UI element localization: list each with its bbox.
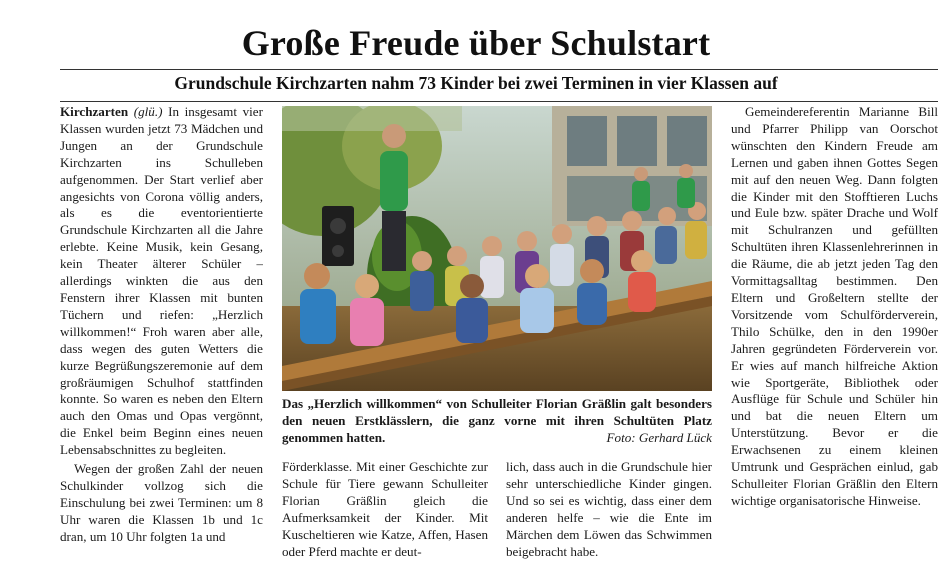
school-yard-photo <box>282 106 712 391</box>
paragraph: Förderklasse. Mit einer Geschichte zur Schule für Tiere gewann Schulleiter Florian Gräßlin gleich die Aufmerksamkeit der Kinder. Mit Kuscheltieren wie Katze, Affen, Hasen oder Pferd machte er deut- <box>282 459 488 559</box>
paragraph: lich, dass auch in die Grundschule hier sehr unterschiedliche Kinder gingen. Und so sei es wichtig, dass einer dem anderen helfe – wie die Ente im Märchen dem Löwen das Schwimmen beigebracht habe. <box>506 459 712 559</box>
paragraph-text: In insgesamt vier Klassen wurden jetzt 73 Mädchen und Jungen an der Grundschule Kirchzarten ins Schulleben aufgenommen. Der Start verlief aber angesichts von Corona völlig anders, als es die eventorientierte Grundschule Kirchzarten all die Jahre erlebte. Keine Musik, kein Gesang, kein Theater älterer Schüler – allerdings winkten die aus den Fenstern ihrer Klassen mit bunten Tüchern und riefen: „Herzlich willkommen!“ Froh waren aber alle, dass wegen des guten Wetters die kurze Begrüßungszeremonie auf dem großräumigen Schulhof stattfinden konnte. So waren es neben den Eltern auch den Omas und Opas vergönnt, die Enkel beim Beginn eines neuen Lebensabschnittes zu begleiten. <box>60 104 263 458</box>
article-column-1 <box>60 104 263 586</box>
article-photo <box>282 106 712 391</box>
paragraph: Gemeindereferentin Marianne Bill und Pfarrer Philipp van Oorschot wünschten den Kindern Freude am Lernen und gaben ihnen Gottes Segen mit auf den neuen Weg. Dann folgten die Kinder mit den Stofftieren Luchs und Eule bzw. später Drache und Wolf mit Schulranzen und gefüllten Schultüten ihren Klassenlehrerinnen in die Räume, die ab jetzt jeden Tag den Vormittagsalltag bestimmen. Den Eltern und Großeltern stellte der Vorsitzende vom Schulförderverein, Thilo Schülke, den in den 1990er Jahren gegründeten Förderverein vor. Er wies auf manch hilfreiche Aktion wie Sportgeräte, Bibliothek oder Ausflüge für Schule und Schüler hin und bat die neuen Eltern um Unterstützung. Bevor er die Erwachsenen zu einem kleinen Umtrunk und Gesprächen einlud, gab Schulleiter Florian Gräßlin den Eltern wichtige organisatorische Hinweise. <box>731 104 938 508</box>
author-tag: (glü.) <box>133 104 163 119</box>
photo-credit: Foto: Gerhard Lück <box>606 430 712 445</box>
paragraph-lead <box>60 104 263 459</box>
article-column-2 <box>282 459 488 587</box>
subheadline-rule <box>60 101 938 102</box>
dateline: Kirchzarten <box>60 104 129 119</box>
paragraph: Wegen der großen Zahl der neuen Schulkinder vollzog sich die Einschulung bei zwei Terminen: um 8 Uhr waren die Klassen 1b und 1c dran, um 10 Uhr folgten 1a und <box>60 461 263 544</box>
article-column-3 <box>506 459 712 587</box>
headline-rule <box>60 69 938 70</box>
article-column-4 <box>731 104 938 586</box>
photo-caption <box>282 395 712 446</box>
caption-text: Das „Herzlich willkommen“ von Schulleiter Florian Gräßlin galt besonders den neuen Erstklässlern, die ganz vorne mit ihren Schultüten Platz genommen hatten. <box>282 396 712 445</box>
article-subheadline: Grundschule Kirchzarten nahm 73 Kinder bei zwei Terminen in vier Klassen auf <box>174 73 778 93</box>
article-headline: Große Freude über Schulstart <box>241 23 711 63</box>
